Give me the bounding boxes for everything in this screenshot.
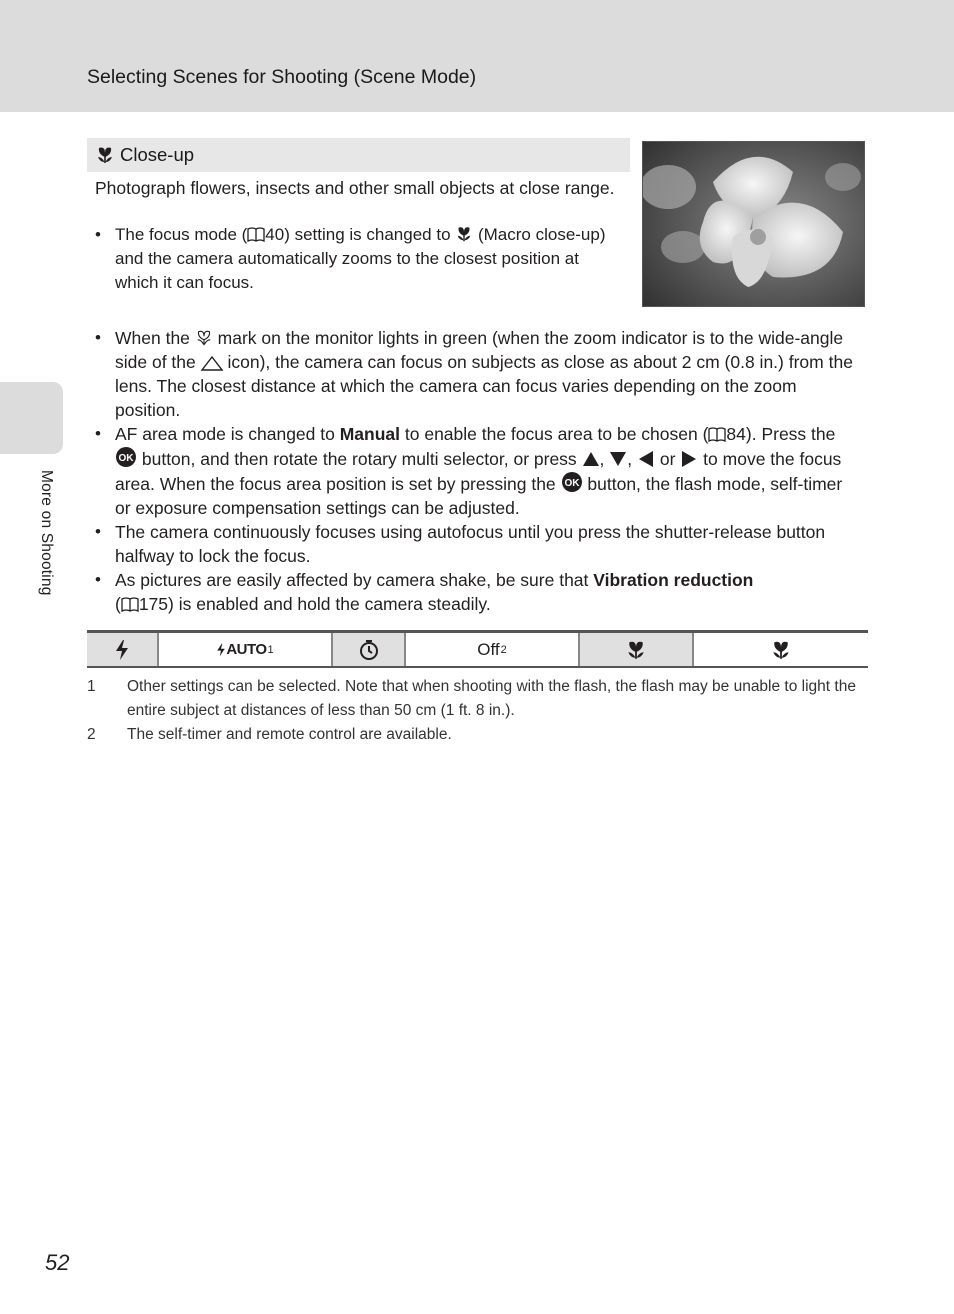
arrow-down-icon: [609, 450, 627, 468]
reference-icon: [708, 425, 726, 443]
list-item: • The camera continuously focuses using autofocus until you press the shutter-release button halfway to lock the focus.: [95, 520, 860, 568]
macro-flower-icon: [95, 145, 115, 165]
flash-icon: [114, 639, 130, 661]
footnote: 2 The self-timer and remote control are available.: [87, 726, 452, 743]
macro-header-cell: [580, 633, 694, 666]
reference-icon: [121, 595, 139, 613]
page-header: [0, 0, 954, 112]
settings-table: [87, 630, 868, 668]
self-timer-value: Off: [477, 639, 500, 659]
arrow-left-icon: [637, 450, 655, 468]
arrow-right-icon: [680, 450, 698, 468]
svg-text:OK: OK: [118, 453, 134, 464]
chapter-label: More on Shooting: [38, 470, 55, 596]
section-title: Close-up: [120, 144, 195, 165]
orchid-photo: [642, 141, 865, 307]
list-item: • When the mark on the monitor lights in green (when the zoom indicator is to the wide-angle side of the icon), the camera can focus on subjects as close as about 2 cm (0.8 in.) from the lens. The closest distance at which the camera can focus varies depending on the zoom position.: [95, 326, 860, 422]
macro-flower-icon: [455, 225, 473, 243]
flash-icon: [216, 640, 226, 660]
macro-flower-icon: [770, 639, 792, 661]
self-timer-header-cell: [333, 633, 406, 666]
list-item: • AF area mode is changed to Manual to enable the focus area to be chosen ( 84). Press the OK button, and then rotate the rotary multi selector, or press , , or to move the focus area. When the focus area position is set by pressing the OK button, the flash mode, self-timer or exposure compensation settings can be adjusted.: [95, 422, 860, 520]
flash-value-cell: [159, 633, 333, 666]
page-title: Selecting Scenes for Shooting (Scene Mode): [87, 66, 477, 88]
footnotes: [87, 675, 862, 747]
macro-value-cell: [694, 633, 868, 666]
self-timer-icon: [358, 639, 380, 661]
list-item: • The focus mode ( 40) setting is changed to (Macro close-up) and the camera automatically zooms to the closest position at which it can focus.: [95, 223, 623, 295]
macro-flower-icon: [625, 639, 647, 661]
footnote: 1 Other settings can be selected. Note that when shooting with the flash, the flash may be unable to light the entire subject at distances of less than 50 cm (1 ft. 8 in.).: [87, 678, 856, 719]
section-intro: Photograph flowers, insects and other small objects at close range.: [95, 178, 615, 198]
macro-outline-icon: [195, 329, 213, 347]
footnote-ref: 2: [500, 643, 507, 656]
intro-bullets: [95, 223, 623, 295]
flash-mode-value: AUTO: [226, 641, 267, 658]
ok-button-icon: [115, 446, 137, 468]
wide-angle-mountain-icon: [201, 355, 223, 371]
ok-button-icon: [561, 471, 583, 493]
arrow-up-icon: [582, 450, 600, 468]
svg-text:OK: OK: [564, 478, 580, 489]
self-timer-value-cell: [406, 633, 580, 666]
page-number: 52: [45, 1250, 70, 1275]
section-heading: [87, 138, 630, 172]
detail-bullets: [95, 326, 860, 616]
reference-icon: [247, 225, 265, 243]
chapter-tab: [0, 382, 63, 454]
footnote-ref: 1: [267, 643, 274, 656]
flash-header-cell: [87, 633, 159, 666]
list-item: • As pictures are easily affected by camera shake, be sure that Vibration reduction ( 175) is enabled and hold the camera steadily.: [95, 568, 860, 616]
